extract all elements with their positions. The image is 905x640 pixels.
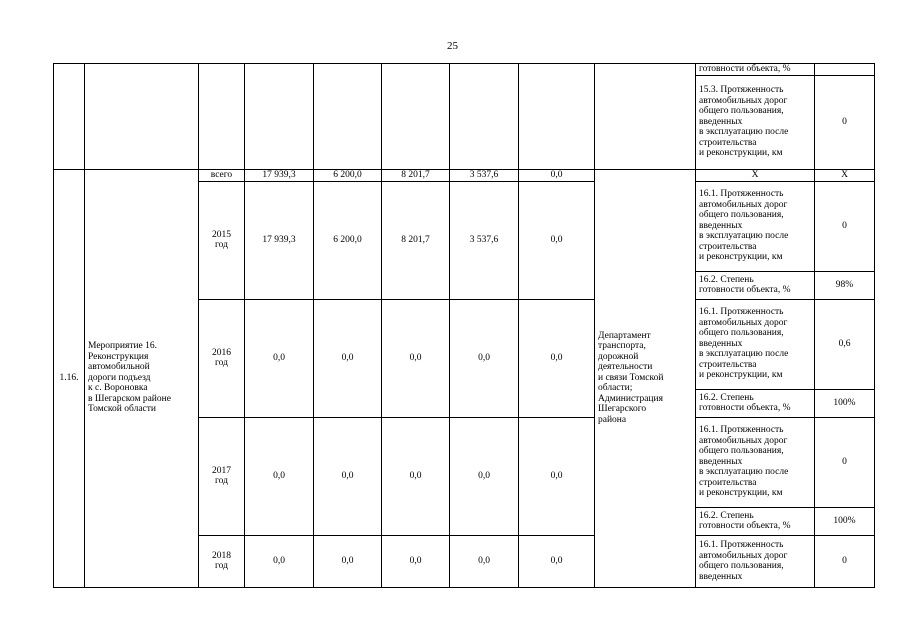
indicator-text: 15.3. Протяженность автомобильных дорог общего пользования, введенных в эксплуатацию после строительства и реконструкции, км (696, 75, 815, 169)
empty-cell (85, 64, 199, 170)
year-label: 2018 год (199, 535, 245, 587)
empty-cell (54, 64, 85, 170)
indicator-value: 0 (815, 417, 875, 507)
amount-cell: 0,0 (450, 299, 519, 417)
empty-cell (382, 64, 450, 170)
amount-cell: 0,0 (519, 169, 595, 181)
indicator-text: 16.1. Протяженность автомобильных дорог общего пользования, введенных в эксплуатацию после строительства и реконструкции, км (696, 417, 815, 507)
year-label: 2016 год (199, 299, 245, 417)
amount-cell: 0,0 (245, 299, 314, 417)
indicator-value: 0 (815, 75, 875, 169)
empty-cell (199, 64, 245, 170)
amount-cell: 0,0 (382, 417, 450, 535)
indicator-text: готовности объекта, % (696, 64, 815, 76)
row-number: 1.16. (54, 169, 85, 587)
indicator-value: 100% (815, 507, 875, 535)
event-name: Мероприятие 16. Реконструкция автомобильной дороги подъезд к с. Вороновка в Шегарском районе Томской области (85, 169, 199, 587)
indicator-value (815, 64, 875, 76)
indicator-value: Х (815, 169, 875, 181)
amount-cell: 8 201,7 (382, 181, 450, 299)
amount-cell: 0,0 (382, 535, 450, 587)
executor: Департамент транспорта, дорожной деятельности и связи Томской области; Администрация Шегарского района (595, 169, 696, 587)
empty-cell (595, 64, 696, 170)
amount-cell: 8 201,7 (382, 169, 450, 181)
indicator-value: 98% (815, 271, 875, 299)
indicator-value: 0 (815, 181, 875, 271)
amount-cell: 0,0 (519, 417, 595, 535)
indicator-text: Х (696, 169, 815, 181)
amount-cell: 0,0 (519, 299, 595, 417)
indicator-value: 100% (815, 389, 875, 417)
amount-cell: 0,0 (519, 181, 595, 299)
year-label: 2015 год (199, 181, 245, 299)
amount-cell: 0,0 (245, 535, 314, 587)
amount-cell: 6 200,0 (314, 181, 382, 299)
amount-cell: 0,0 (245, 417, 314, 535)
indicator-value: 0,6 (815, 299, 875, 389)
total-label: всего (199, 169, 245, 181)
empty-cell (314, 64, 382, 170)
amount-cell: 0,0 (519, 535, 595, 587)
amount-cell: 6 200,0 (314, 169, 382, 181)
table-row (54, 169, 875, 181)
indicator-text: 16.1. Протяженность автомобильных дорог общего пользования, введенных (696, 535, 815, 587)
amount-cell: 0,0 (450, 417, 519, 535)
indicator-text: 16.2. Степень готовности объекта, % (696, 507, 815, 535)
amount-cell: 0,0 (314, 299, 382, 417)
amount-cell: 17 939,3 (245, 169, 314, 181)
amount-cell: 3 537,6 (450, 181, 519, 299)
amount-cell: 0,0 (382, 299, 450, 417)
indicator-text: 16.2. Степень готовности объекта, % (696, 389, 815, 417)
amount-cell: 17 939,3 (245, 181, 314, 299)
amount-cell: 0,0 (450, 535, 519, 587)
amount-cell: 0,0 (314, 417, 382, 535)
table-row (54, 64, 875, 76)
indicator-text: 16.1. Протяженность автомобильных дорог общего пользования, введенных в эксплуатацию после строительства и реконструкции, км (696, 181, 815, 271)
indicator-text: 16.1. Протяженность автомобильных дорог общего пользования, введенных в эксплуатацию после строительства и реконструкции, км (696, 299, 815, 389)
program-table (53, 63, 875, 588)
empty-cell (245, 64, 314, 170)
amount-cell: 0,0 (314, 535, 382, 587)
amount-cell: 3 537,6 (450, 169, 519, 181)
indicator-text: 16.2. Степень готовности объекта, % (696, 271, 815, 299)
indicator-value: 0 (815, 535, 875, 587)
empty-cell (519, 64, 595, 170)
empty-cell (450, 64, 519, 170)
year-label: 2017 год (199, 417, 245, 535)
page-number: 25 (447, 40, 458, 52)
